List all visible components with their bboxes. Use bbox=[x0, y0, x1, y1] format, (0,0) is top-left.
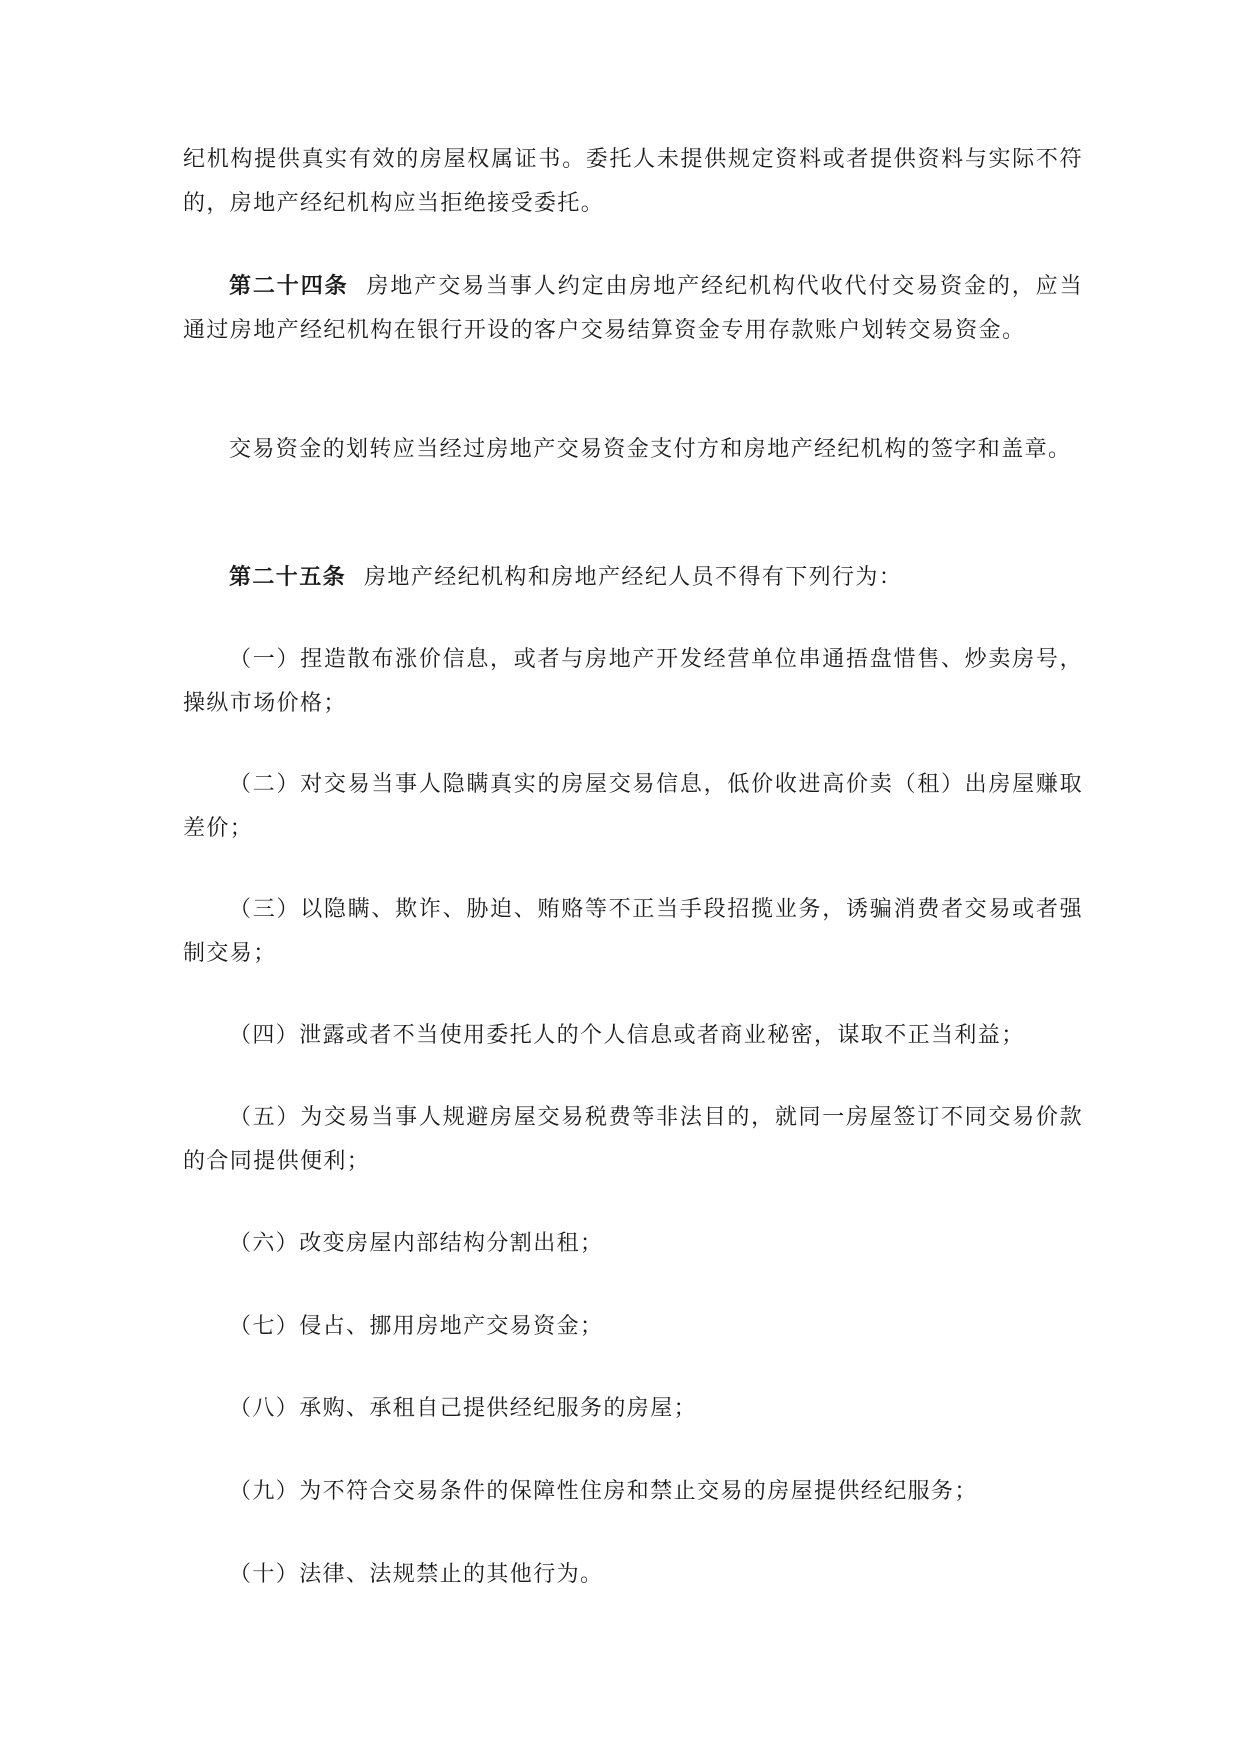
list-item bbox=[183, 1222, 1083, 1266]
article-heading: 第二十四条 bbox=[229, 274, 349, 299]
list-item-text: （三）以隐瞒、欺诈、胁迫、贿赂等不正当手段招揽业务，诱骗消费者交易或者强制交易； bbox=[183, 897, 1083, 966]
list-item bbox=[183, 1014, 1083, 1058]
list-item bbox=[183, 1096, 1083, 1184]
paragraph-continued bbox=[183, 138, 1083, 226]
list-item-text: （二）对交易当事人隐瞒真实的房屋交易信息，低价收进高价卖（租）出房屋赚取差价； bbox=[183, 772, 1083, 841]
list-item-text: （十）法律、法规禁止的其他行为。 bbox=[229, 1562, 604, 1587]
list-item bbox=[183, 888, 1083, 976]
article-24-paragraph bbox=[183, 265, 1083, 353]
article-25-paragraph bbox=[183, 556, 1083, 600]
list-item-text: （五）为交易当事人规避房屋交易税费等非法目的，就同一房屋签订不同交易价款的合同提供便利； bbox=[183, 1105, 1083, 1174]
list-item-text: （九）为不符合交易条件的保障性住房和禁止交易的房屋提供经纪服务； bbox=[229, 1479, 978, 1504]
list-item-text: （八）承购、承租自己提供经纪服务的房屋； bbox=[229, 1396, 698, 1421]
list-item-text: （一）捏造散布涨价信息，或者与房地产开发经营单位串通捂盘惜售、炒卖房号，操纵市场价格； bbox=[183, 647, 1083, 716]
list-item-text: （七）侵占、挪用房地产交易资金； bbox=[229, 1314, 604, 1339]
article-24-second-paragraph bbox=[183, 428, 1083, 472]
list-item bbox=[183, 1305, 1083, 1349]
list-item bbox=[183, 763, 1083, 851]
list-item bbox=[183, 1553, 1083, 1597]
list-item bbox=[183, 638, 1083, 726]
article-heading: 第二十五条 bbox=[229, 565, 347, 590]
paragraph-text: 纪机构提供真实有效的房屋权属证书。委托人未提供规定资料或者提供资料与实际不符的，房地产经纪机构应当拒绝接受委托。 bbox=[183, 147, 1083, 216]
list-item bbox=[183, 1470, 1083, 1514]
list-item-text: （六）改变房屋内部结构分割出租； bbox=[229, 1231, 604, 1256]
paragraph-text: 交易资金的划转应当经过房地产交易资金支付方和房地产经纪机构的签字和盖章。 bbox=[229, 437, 1072, 462]
paragraph-text: 房地产经纪机构和房地产经纪人员不得有下列行为： bbox=[364, 565, 903, 590]
list-item bbox=[183, 1387, 1083, 1431]
paragraph-text: 房地产交易当事人约定由房地产经纪机构代收代付交易资金的，应当通过房地产经纪机构在银行开设的客户交易结算资金专用存款账户划转交易资金。 bbox=[183, 274, 1083, 343]
list-item-text: （四）泄露或者不当使用委托人的个人信息或者商业秘密，谋取不正当利益； bbox=[229, 1023, 1025, 1048]
